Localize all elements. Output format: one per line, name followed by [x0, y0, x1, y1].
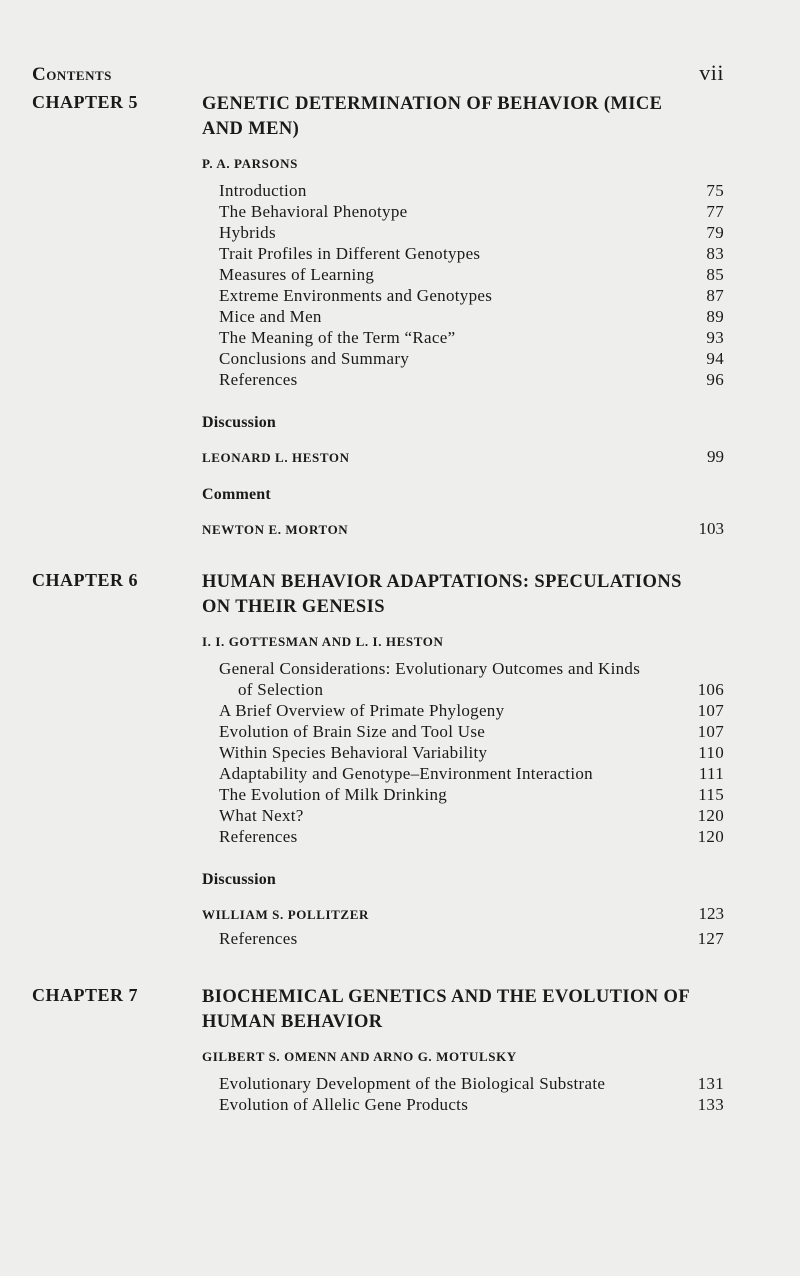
entry-title: Evolution of Allelic Gene Products	[219, 1095, 469, 1114]
entry-page: 120	[697, 827, 724, 846]
toc-entry[interactable]	[219, 763, 724, 784]
toc-entry[interactable]	[219, 1094, 724, 1115]
toc-entry[interactable]	[219, 306, 724, 327]
toc-entry[interactable]	[219, 721, 724, 742]
comment-heading: Comment	[202, 486, 271, 503]
discussion-heading: Discussion	[202, 871, 277, 888]
chapter-title: BIOCHEMICAL GENETICS AND THE EVOLUTION OF HUMAN BEHAVIOR	[202, 987, 690, 1032]
toc-entry[interactable]	[219, 928, 724, 949]
entry-title-line1: General Considerations: Evolutionary Outcomes and Kinds	[219, 659, 641, 678]
entry-page: 89	[706, 307, 724, 326]
chapter-authors: GILBERT S. OMENN AND ARNO G. MOTULSKY	[202, 1049, 517, 1064]
entry-title: Adaptability and Genotype–Environment Interaction	[219, 764, 593, 783]
toc-entry[interactable]	[219, 285, 724, 306]
entry-page: 106	[697, 680, 724, 699]
entry-page: 77	[706, 202, 724, 221]
entry-page: 111	[698, 764, 724, 783]
toc-entry[interactable]	[219, 180, 724, 201]
entry-title-line2: of Selection	[238, 680, 324, 699]
chapter-body	[202, 570, 724, 949]
entry-title: Measures of Learning	[219, 265, 375, 284]
entry-page: 96	[706, 370, 724, 389]
running-head	[32, 60, 724, 86]
entry-title: Conclusions and Summary	[219, 349, 410, 368]
toc-entry[interactable]	[219, 222, 724, 243]
toc-entry[interactable]	[219, 826, 724, 847]
entry-title: References	[219, 929, 298, 948]
chapter-authors: P. A. PARSONS	[202, 156, 298, 171]
comment-author: NEWTON E. MORTON	[202, 522, 349, 537]
entry-page: 107	[697, 722, 724, 741]
discussion-author: WILLIAM S. POLLITZER	[202, 907, 369, 922]
entry-page: 127	[697, 929, 724, 948]
entry-page: 133	[697, 1095, 724, 1114]
entry-title: Extreme Environments and Genotypes	[219, 286, 493, 305]
page-number: vii	[699, 60, 724, 85]
chapter-title: GENETIC DETERMINATION OF BEHAVIOR (MICE AND MEN)	[202, 94, 663, 139]
entry-title: What Next?	[219, 806, 304, 825]
discussion-heading: Discussion	[202, 414, 277, 431]
chapter-title: HUMAN BEHAVIOR ADAPTATIONS: SPECULATIONS ON THEIR GENESIS	[202, 572, 682, 617]
entry-title: Evolutionary Development of the Biological Substrate	[219, 1074, 606, 1093]
toc-entry[interactable]	[219, 784, 724, 805]
entry-page: 85	[706, 265, 724, 284]
entry-title: The Evolution of Milk Drinking	[219, 785, 448, 804]
toc-entry[interactable]	[219, 348, 724, 369]
entry-page: 115	[698, 785, 724, 804]
toc-entry[interactable]	[219, 742, 724, 763]
chapter-authors: I. I. GOTTESMAN AND L. I. HESTON	[202, 634, 444, 649]
toc-entries	[219, 180, 724, 390]
entry-page: 87	[706, 286, 724, 305]
toc-entry[interactable]	[219, 201, 724, 222]
entry-title: References	[219, 827, 298, 846]
toc-entry[interactable]	[219, 369, 724, 390]
toc-entry[interactable]	[219, 658, 724, 700]
entry-title: Introduction	[219, 181, 307, 200]
chapter-body	[202, 985, 724, 1115]
toc-entry[interactable]	[219, 1073, 724, 1094]
entry-title: Evolution of Brain Size and Tool Use	[219, 722, 486, 741]
entry-title: Within Species Behavioral Variability	[219, 743, 488, 762]
entry-title: A Brief Overview of Primate Phylogeny	[219, 701, 505, 720]
entry-page: 94	[706, 349, 724, 368]
entry-title: Mice and Men	[219, 307, 322, 326]
toc-entry[interactable]	[219, 700, 724, 721]
entry-page: 75	[706, 181, 724, 200]
discussion-page: 123	[698, 904, 724, 923]
discussion-page: 99	[707, 447, 724, 466]
toc-entry[interactable]	[219, 327, 724, 348]
entry-title	[219, 658, 640, 700]
discussion-author: LEONARD L. HESTON	[202, 450, 350, 465]
entry-page: 110	[698, 743, 724, 762]
toc-entries	[219, 658, 724, 847]
comment-author-row[interactable]	[202, 518, 724, 540]
entry-title: The Behavioral Phenotype	[219, 202, 408, 221]
entry-page: 93	[706, 328, 724, 347]
entry-page: 120	[697, 806, 724, 825]
entry-title: Hybrids	[219, 223, 276, 242]
entry-title: Trait Profiles in Different Genotypes	[219, 244, 481, 263]
discussion-entries	[219, 928, 724, 949]
chapter-label: CHAPTER 7	[32, 985, 139, 1005]
toc-entry[interactable]	[219, 243, 724, 264]
entry-page: 107	[697, 701, 724, 720]
chapter-label: CHAPTER 6	[32, 570, 139, 590]
discussion-author-row[interactable]	[202, 446, 724, 468]
discussion-author-row[interactable]	[202, 903, 724, 925]
entry-page: 83	[706, 244, 724, 263]
entry-title: References	[219, 370, 298, 389]
toc-entries	[219, 1073, 724, 1115]
toc-entry[interactable]	[219, 264, 724, 285]
entry-title: The Meaning of the Term “Race”	[219, 328, 456, 347]
toc-entry[interactable]	[219, 805, 724, 826]
comment-page: 103	[698, 519, 724, 538]
entry-page: 131	[697, 1074, 724, 1093]
chapter-label: CHAPTER 5	[32, 92, 139, 112]
entry-page: 79	[706, 223, 724, 242]
running-head-label: Contents	[32, 64, 112, 85]
chapter-body	[202, 92, 724, 540]
